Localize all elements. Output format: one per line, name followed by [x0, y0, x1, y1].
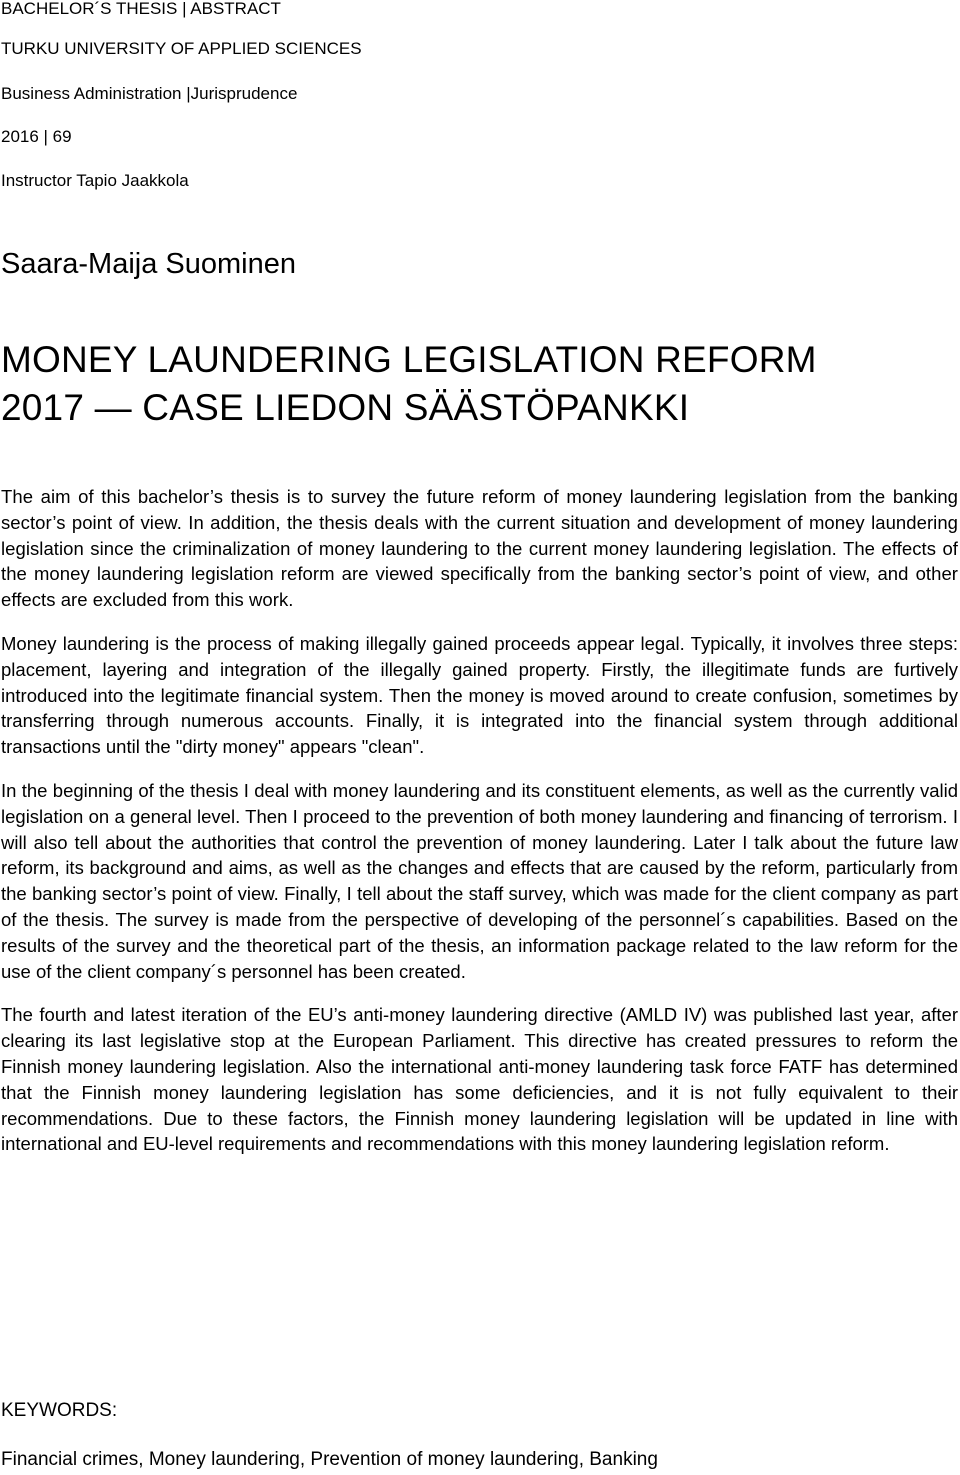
keywords-list: Financial crimes, Money laundering, Prevention of money laundering, Banking — [1, 1449, 658, 1470]
abstract-paragraph-4: The fourth and latest iteration of the EU’s anti-money laundering directive (AMLD IV) was published last year, after clearing its last legislative stop at the European Parliament. This directive has created pressures to reform the Finnish money laundering legislation. Also the international anti-money laundering task force FATF has determined that the Finnish money laundering legislation has some deficiencies, and it is not fully equivalent to their recommendations. Due to these factors, the Finnish money laundering legislation will be updated in line with international and EU-level requirements and recommendations with this money laundering legislation reform. — [1, 1004, 958, 1155]
abstract-paragraph-2: Money laundering is the process of making illegally gained proceeds appear legal. Typically, it involves three steps: placement, layering and integration of the illegally gained property. Firstly, the illegitimate funds are furtively introduced into the legitimate financial system. Then the money is moved around to create confusion, sometimes by transferring through numerous accounts. Finally, it is integrated into the financial system through additional transactions until the "dirty money" appears "clean". — [1, 632, 958, 758]
degree-program: Business Administration |Jurisprudence — [1, 84, 298, 103]
thesis-title — [1, 336, 817, 432]
instructor-name: Instructor Tapio Jaakkola — [1, 171, 189, 190]
year-and-pages: 2016 | 69 — [1, 127, 72, 146]
abstract-paragraph-3: In the beginning of the thesis I deal with money laundering and its constituent elements, as well as the currently valid legislation on a general level. Then I proceed to the prevention of both money laundering and financing of terrorism. I will also tell about the authorities that control the prevention of money laundering. Later I talk about the future law reform, its background and aims, as well as the changes and effects that are caused by the reform, particularly from the banking sector’s point of view. Finally, I tell about the staff survey, which was made for the client company as part of the thesis. The survey is made from the perspective of developing of the personnel´s capabilities. Based on the results of the survey and the theoretical part of the thesis, an information package related to the law reform for the use of the client company´s personnel has been created. — [1, 779, 958, 982]
thesis-title-line-1: MONEY LAUNDERING LEGISLATION REFORM — [1, 339, 817, 380]
abstract-paragraph-1: The aim of this bachelor’s thesis is to survey the future reform of money laundering legislation from the banking sector’s point of view. In addition, the thesis deals with the current situation and development of money laundering legislation since the criminalization of money laundering to the current money laundering legislation. The effects of the money laundering legislation reform are viewed specifically from the banking sector’s point of view, and other effects are excluded from this work. — [1, 486, 958, 611]
author-name: Saara-Maija Suominen — [1, 248, 296, 280]
university-name: TURKU UNIVERSITY OF APPLIED SCIENCES — [1, 39, 362, 58]
thesis-title-line-2: 2017 — CASE LIEDON SÄÄSTÖPANKKI — [1, 387, 690, 428]
keywords-label: KEYWORDS: — [1, 1400, 118, 1421]
abstract-body — [1, 484, 958, 1175]
document-type: BACHELOR´S THESIS | ABSTRACT — [1, 0, 281, 18]
